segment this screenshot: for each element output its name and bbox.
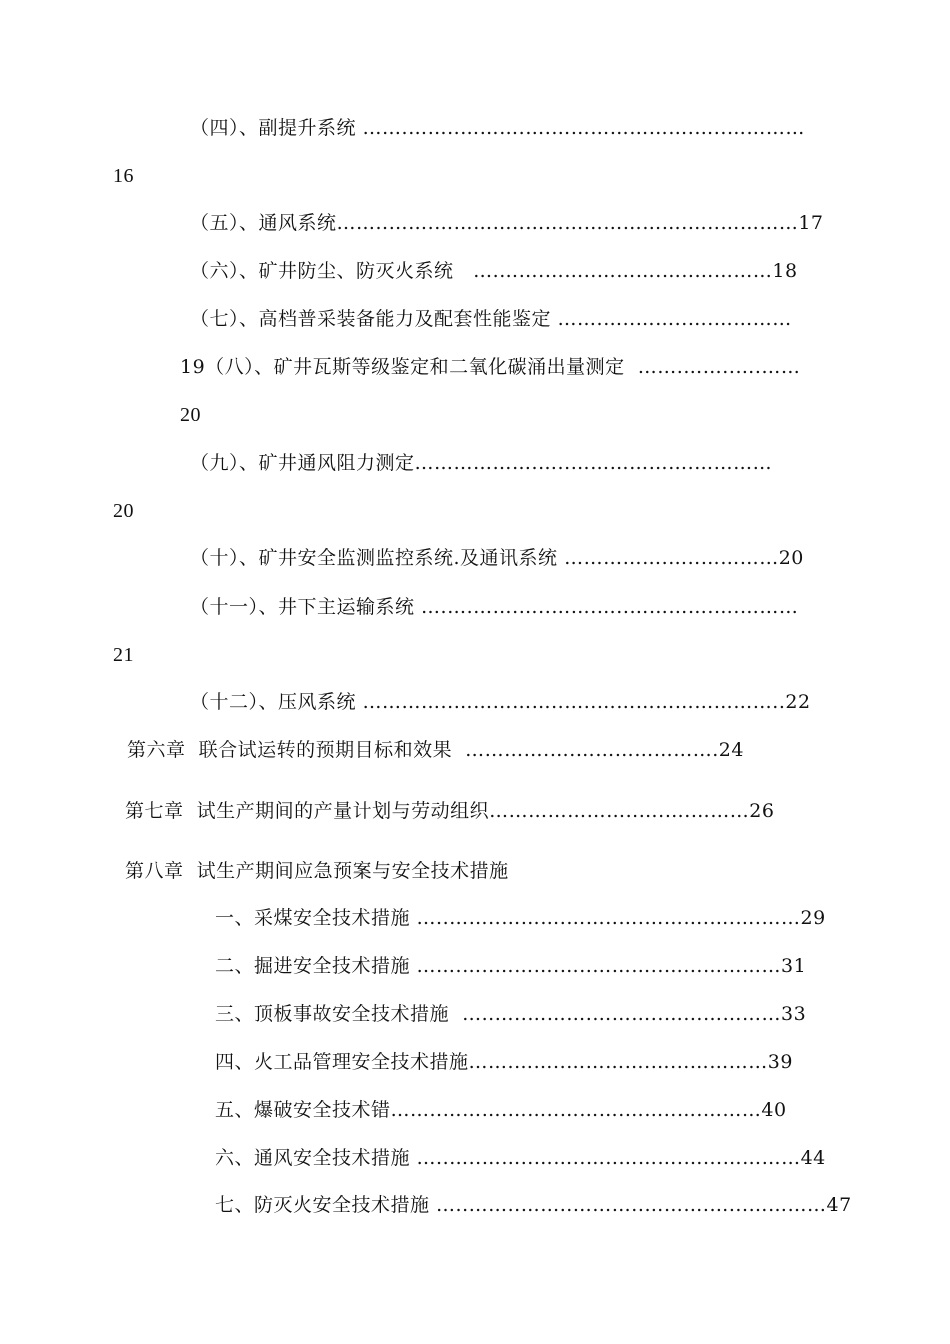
- toc-page-number: [180, 403, 201, 427]
- toc-entry-text: 第八章 试生产期间应急预案与安全技术措施: [125, 860, 509, 882]
- toc-entry-text: （十二）、压风系统 …………..……………..…..………………………..22: [190, 691, 811, 713]
- toc-entry-text: 第六章 联合试运转的预期目标和效果 ………….….………………….24: [127, 739, 744, 761]
- page-number: 20: [113, 500, 134, 522]
- toc-line: [215, 906, 826, 930]
- toc-line: [215, 1002, 806, 1026]
- toc-entry-text: （四）、副提升系统 …….……..……….….………………….…..…………: [190, 117, 805, 139]
- toc-line: [180, 355, 800, 379]
- toc-line: [215, 1193, 852, 1217]
- toc-page-number: [113, 643, 134, 667]
- toc-chapter-line: [127, 738, 744, 762]
- toc-entry-text: （七）、高档普采装备能力及配套性能鉴定 …….…..……..….…………: [190, 308, 792, 330]
- toc-chapter-line: [125, 859, 509, 883]
- toc-entry-text: 第七章 试生产期间的产量计划与劳动组织…………………..….….………26: [125, 800, 775, 822]
- toc-line: [190, 211, 824, 235]
- toc-entry-text: 四、火工品管理安全技术措施…….……..………….…...…………39: [215, 1051, 793, 1073]
- toc-entry-text: 五、爆破安全技术错……..……….……..……….……..….………40: [215, 1099, 787, 1121]
- toc-page-number: [113, 499, 134, 523]
- page-number: 21: [113, 644, 134, 666]
- toc-entry-text: （九）、矿井通风阻力测定……………….…..……………….…………: [190, 452, 773, 474]
- toc-entry-text: （十）、矿井安全监测监控系统.及通讯系统 …………….…..…………20: [190, 547, 804, 569]
- toc-entry-text: （六）、矿井防尘、防灭火系统 ….…….……..……….…..…………18: [190, 260, 798, 282]
- toc-entry-text: 七、防灭火安全技术措施 …..……..……..………..……….…...…………47: [215, 1194, 852, 1216]
- toc-chapter-line: [125, 799, 774, 823]
- toc-line: [190, 690, 811, 714]
- toc-page-number: [113, 164, 134, 188]
- toc-line: [190, 546, 804, 570]
- toc-line: [215, 1050, 793, 1074]
- toc-entry-text: 19（八）、矿井瓦斯等级鉴定和二氧化碳涌出量测定 …….……..….……: [180, 356, 801, 378]
- toc-line: [215, 1098, 787, 1122]
- toc-line: [190, 116, 805, 140]
- toc-entry-text: （十一）、井下主运输系统 ….….…….…..…….…..………….….………: [190, 596, 799, 618]
- toc-entry-text: （五）、通风系统……..…….…………..…………………….…..…………17: [190, 212, 824, 234]
- toc-line: [215, 1146, 826, 1170]
- toc-line: [190, 307, 792, 331]
- toc-entry-text: 二、掘进安全技术措施 …….…..……….…..………..…...…………31: [215, 955, 807, 977]
- page-number: 20: [180, 404, 201, 426]
- toc-entry-text: 一、采煤安全技术措施 …..……..……….……..….……….….….……29: [215, 907, 826, 929]
- toc-line: [190, 259, 798, 283]
- toc-entry-text: 六、通风安全技术措施 …..…..……..……..…..……….…...…………44: [215, 1147, 826, 1169]
- page-number: 16: [113, 165, 134, 187]
- toc-line: [215, 954, 806, 978]
- toc-line: [190, 595, 798, 619]
- toc-entry-text: 三、顶板事故安全技术措施 …..…..……….………..…...…………33: [215, 1003, 807, 1025]
- toc-line: [190, 451, 772, 475]
